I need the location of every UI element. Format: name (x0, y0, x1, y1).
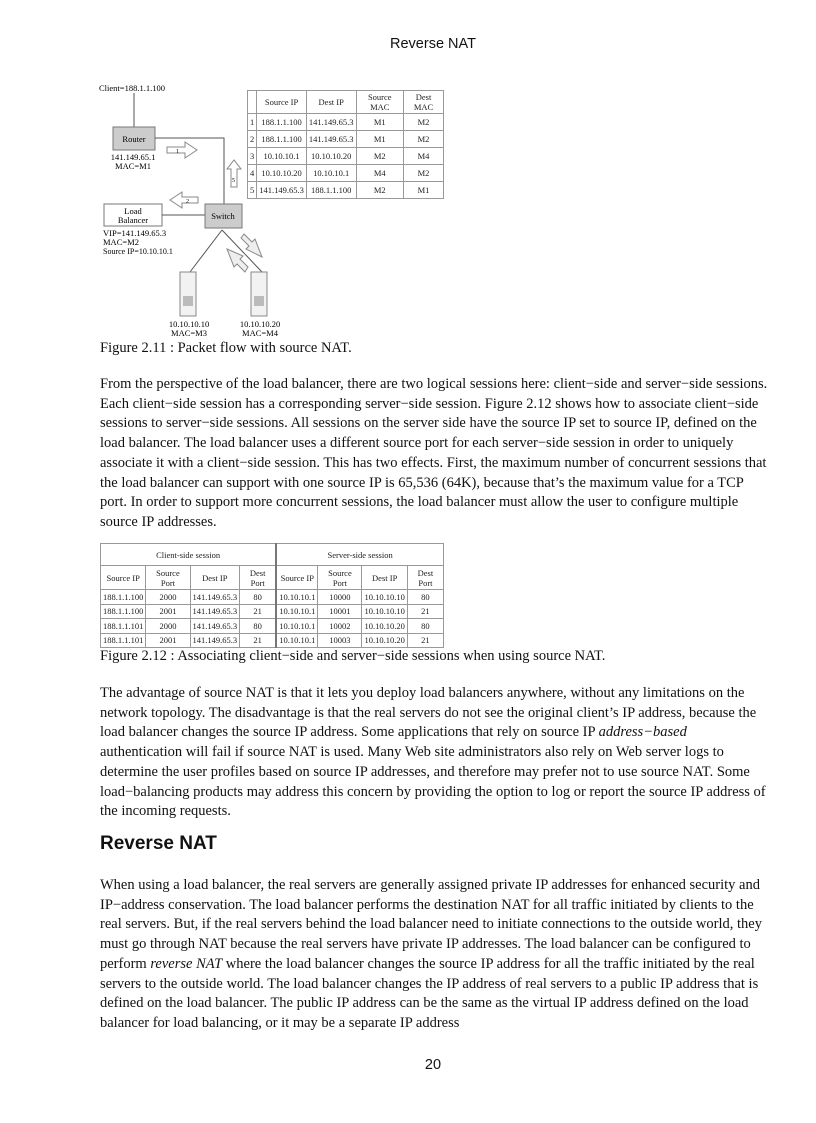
server-2-icon (251, 272, 267, 316)
table-cell: 141.149.65.3 (190, 604, 240, 619)
table-cell: Server-side session (276, 544, 443, 566)
table-row (248, 131, 444, 148)
arrow-4-icon (227, 249, 248, 272)
svg-text:Switch: Switch (211, 211, 235, 221)
table-cell: Dest IP (190, 566, 240, 590)
table-cell: M2 (404, 165, 444, 182)
table-row (101, 604, 444, 619)
table-cell: Dest MAC (404, 91, 444, 114)
svg-text:1: 1 (176, 149, 179, 155)
table-cell (248, 91, 257, 114)
table-cell: 4 (248, 165, 257, 182)
table-cell: 10.10.10.20 (362, 633, 407, 648)
svg-text:MAC=M2: MAC=M2 (103, 237, 139, 247)
table-cell: 21 (407, 633, 443, 648)
table-cell: 5 (248, 182, 257, 199)
paragraph: When using a load balancer, the real servers are generally assigned private IP addresses for enhanced security and IP−address conservation. The load balancer performs the destination NAT for all traffic initiated by clients to the real servers. But, if the real servers behind the load balancer need to initiate connections to the outside world, they must go through NAT because the real servers have private IP addresses. The load balancer can be configured to perform reverse NAT where the load balancer changes the source IP address for all the traffic initiated by the real servers to the outside world. The load balancer changes the IP address of real servers to a public IP address that is defined on the load balancer. The public IP address can be the same as the virtual IP address defined on the load balancer for load balancing, or it may be a separate IP address (100, 877, 762, 1031)
table-cell: 188.1.1.101 (101, 633, 146, 648)
table-cell: 188.1.1.100 (257, 131, 307, 148)
table-cell: 188.1.1.101 (101, 619, 146, 634)
table-cell: 10.10.10.10 (362, 604, 407, 619)
table-cell: 10.10.10.1 (276, 619, 318, 634)
table-cell: M2 (356, 182, 404, 199)
table-cell: 21 (240, 633, 277, 648)
svg-text:10.10.10.20: 10.10.10.20 (239, 319, 281, 329)
svg-text:10.10.10.10: 10.10.10.10 (168, 319, 210, 329)
table-cell: Source Port (318, 566, 362, 590)
table-cell: 3 (248, 148, 257, 165)
table-cell: 141.149.65.3 (306, 114, 356, 131)
table-cell: 80 (407, 619, 443, 634)
table-cell: M1 (356, 131, 404, 148)
svg-text:Balancer: Balancer (117, 215, 149, 225)
arrow-1-icon (167, 142, 197, 158)
table-cell: Source IP (101, 566, 146, 590)
table-row (248, 165, 444, 182)
table-cell: 10003 (318, 633, 362, 648)
table-cell: 2000 (146, 619, 190, 634)
table-cell: 188.1.1.100 (101, 604, 146, 619)
svg-text:2: 2 (186, 199, 189, 205)
table-cell: 141.149.65.3 (190, 619, 240, 634)
table-cell: M1 (356, 114, 404, 131)
table-cell: 10.10.10.10 (362, 590, 407, 605)
table-cell: 2001 (146, 604, 190, 619)
table-cell: 10.10.10.1 (276, 590, 318, 605)
svg-text:141.149.65.1: 141.149.65.1 (110, 152, 156, 162)
table-cell: M2 (404, 114, 444, 131)
table-cell: Source MAC (356, 91, 404, 114)
table-cell: M1 (404, 182, 444, 199)
table-cell: Source Port (146, 566, 190, 590)
page-number: 20 (424, 1057, 442, 1073)
table-cell: 1 (248, 114, 257, 131)
table-cell: 80 (240, 619, 277, 634)
table-cell: 80 (240, 590, 277, 605)
table-cell: 10.10.10.20 (306, 148, 356, 165)
section-heading: Reverse NAT (100, 833, 217, 854)
table-cell: Source IP (257, 91, 307, 114)
svg-text:Source IP=10.10.10.1: Source IP=10.10.10.1 (103, 247, 173, 256)
svg-text:MAC=M4: MAC=M4 (242, 328, 278, 338)
figure-2-11-caption: Figure 2.11 : Packet flow with source NAT. (100, 340, 352, 356)
table-cell: 141.149.65.3 (257, 182, 307, 199)
table-row (101, 633, 444, 648)
table-cell: 10.10.10.1 (306, 165, 356, 182)
svg-text:VIP=141.149.65.3: VIP=141.149.65.3 (103, 228, 167, 238)
paragraph: The advantage of source NAT is that it lets you deploy load balancers anywhere, without any limitations on the network topology. The disadvantage is that the real servers do not see the original client’s IP address, because the load balancer changes the source IP address. Some applications that rely on source IP address−based authentication will fail if source NAT is used. Many Web site administrators also rely on Web server logs to determine the user profiles based on source IP addresses, and therefore may prefer not to use source NAT. Some load−balancing products may address this concern by providing the option to log or report the source IP address of the incoming requests. (100, 685, 766, 820)
svg-text:Load: Load (124, 206, 142, 216)
svg-text:MAC=M1: MAC=M1 (115, 161, 151, 171)
table-cell: 2000 (146, 590, 190, 605)
table-cell: Dest Port (407, 566, 443, 590)
svg-text:MAC=M3: MAC=M3 (171, 328, 207, 338)
table-row (248, 114, 444, 131)
packet-flow-table (247, 90, 444, 199)
arrow-2-icon (170, 192, 198, 208)
session-table (100, 543, 444, 648)
table-cell: 21 (407, 604, 443, 619)
table-cell: M4 (356, 165, 404, 182)
table-cell: 10000 (318, 590, 362, 605)
table-cell: 141.149.65.3 (306, 131, 356, 148)
svg-text:5: 5 (232, 178, 235, 184)
table-cell: 188.1.1.100 (306, 182, 356, 199)
table-cell: 188.1.1.100 (101, 590, 146, 605)
table-row (248, 182, 444, 199)
table-row (101, 619, 444, 634)
figure-2-12-caption: Figure 2.12 : Associating client−side and server−side sessions when using source NAT. (100, 648, 606, 664)
table-cell: 21 (240, 604, 277, 619)
table-row (101, 590, 444, 605)
table-cell: M2 (404, 131, 444, 148)
table-cell: 188.1.1.100 (257, 114, 307, 131)
table-cell: Dest IP (362, 566, 407, 590)
table-cell: 2001 (146, 633, 190, 648)
table-cell: 10001 (318, 604, 362, 619)
table-cell: 10.10.10.1 (276, 604, 318, 619)
server-1-icon (180, 272, 196, 316)
table-cell: 10.10.10.1 (257, 148, 307, 165)
table-cell: 10002 (318, 619, 362, 634)
paragraph: From the perspective of the load balancer, there are two logical sessions here: client−side and server−side sessions. Each client−side session has a corresponding server−side session. Figure 2.12 shows how to associate client−side sessions to server−side sessions. All sessions on the server side have the source IP set to source IP, defined on the load balancer. The load balancer uses a different source port for each server−side session in order to uniquely associate it with a client−side session. This has two effects. First, the maximum number of concurrent sessions that the load balancer can support with one source IP is 65,536 (64K), because that’s the maximum value for a TCP port. In order to support more concurrent sessions, the load balancer must allow the user to configure multiple source IP addresses. (100, 376, 768, 530)
table-cell: 10.10.10.20 (257, 165, 307, 182)
table-cell: Source IP (276, 566, 318, 590)
table-cell: Dest IP (306, 91, 356, 114)
table-cell: M4 (404, 148, 444, 165)
table-cell: Dest Port (240, 566, 277, 590)
table-cell: 10.10.10.20 (362, 619, 407, 634)
table-cell: 2 (248, 131, 257, 148)
table-cell: 10.10.10.1 (276, 633, 318, 648)
table-cell: 80 (407, 590, 443, 605)
table-row (248, 148, 444, 165)
client-label: Client=188.1.1.100 (99, 83, 165, 93)
table-cell: 141.149.65.3 (190, 633, 240, 648)
table-cell: Client-side session (101, 544, 277, 566)
table-cell: 141.149.65.3 (190, 590, 240, 605)
table-cell: M2 (356, 148, 404, 165)
running-header: Reverse NAT (390, 36, 476, 52)
svg-text:Router: Router (122, 134, 146, 144)
